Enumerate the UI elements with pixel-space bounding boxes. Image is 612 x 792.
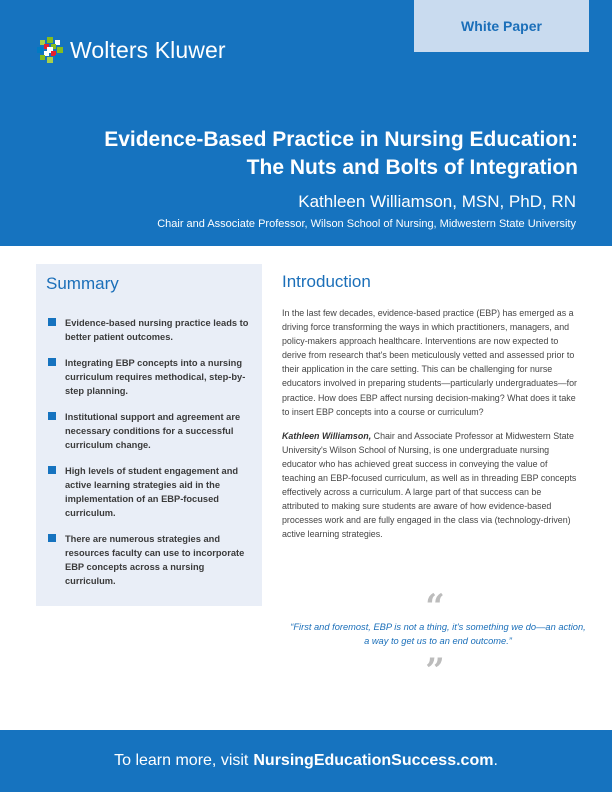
intro-paragraph — [282, 429, 580, 542]
introduction-body — [282, 306, 580, 552]
author-name: Kathleen Williamson, MSN, PhD, RN — [298, 192, 576, 211]
document-type-tab — [414, 0, 589, 52]
intro-paragraph-text: Chair and Associate Professor at Midwestern State University's Wilson School of Nursing, is one undergraduate nursing educator who has achieved great success in conveying the value of teaching an EBP-focused curriculum, as well as in threading EBP concepts effectively across a curriculum. A large part of that success can be attributed to making sure students are aware of how evidence-based processes work and are fully engaged in the class via (technology-driven) active learning strategies. — [282, 430, 577, 540]
square-bullet-icon — [48, 466, 56, 474]
close-quote-icon: ” — [425, 651, 445, 691]
summary-item — [48, 316, 254, 344]
square-bullet-icon — [48, 534, 56, 542]
featured-person-name: Kathleen Williamson, — [282, 430, 372, 441]
wolters-kluwer-logo-icon — [36, 36, 64, 64]
summary-item — [48, 410, 254, 452]
summary-item — [48, 532, 254, 588]
summary-item-text: Evidence-based nursing practice leads to better patient outcomes. — [65, 318, 249, 342]
open-quote-icon: “ — [425, 587, 445, 627]
author-affiliation: Chair and Associate Professor, Wilson School of Nursing, Midwestern State University — [157, 218, 576, 230]
summary-item — [48, 356, 254, 398]
summary-item-text: Institutional support and agreement are necessary conditions for a successful curriculum change. — [65, 412, 241, 450]
summary-item-text: High levels of student engagement and active learning strategies aid in the implementation of an EBP-focused curriculum. — [65, 466, 239, 518]
summary-heading: Summary — [46, 274, 119, 293]
summary-list — [48, 316, 254, 600]
document-type-label: White Paper — [461, 18, 542, 34]
footer-banner — [0, 730, 612, 792]
footer-punctuation: . — [493, 752, 498, 769]
page-title — [58, 126, 578, 182]
summary-item-text: There are numerous strategies and resources faculty can use to incorporate EBP concepts across a nursing curriculum. — [65, 534, 245, 586]
square-bullet-icon — [48, 358, 56, 366]
brand-logo — [36, 36, 226, 64]
title-line: Evidence-Based Practice in Nursing Education: — [104, 128, 578, 151]
square-bullet-icon — [48, 412, 56, 420]
introduction-heading: Introduction — [282, 272, 371, 291]
footer-link[interactable]: NursingEducationSuccess.com — [253, 752, 494, 769]
footer-text: To learn more, visit — [114, 752, 249, 769]
title-line: The Nuts and Bolts of Integration — [246, 156, 578, 179]
header-banner — [0, 0, 612, 246]
pull-quote: “First and foremost, EBP is not a thing, it's something we do—an action, a way to get us to an end outcome.” — [290, 622, 586, 646]
square-bullet-icon — [48, 318, 56, 326]
summary-panel — [36, 264, 262, 606]
brand-name: Wolters Kluwer — [70, 36, 226, 63]
summary-item-text: Integrating EBP concepts into a nursing curriculum requires methodical, step-by-step planning. — [65, 358, 246, 396]
summary-item — [48, 464, 254, 520]
intro-paragraph: In the last few decades, evidence-based practice (EBP) has emerged as a driving force transforming the ways in which practitioners, managers, and policy-makers approach healthcare. Interventions are now expected to derive from research that's been meticulously vetted and assessed prior to their application in the care setting. This can be challenging for nurse educators involved in preparing students—particularly undergraduates—for practice. How does EBP affect nursing decision-making? What does it take to insert EBP concepts into a course or curriculum? — [282, 308, 578, 417]
